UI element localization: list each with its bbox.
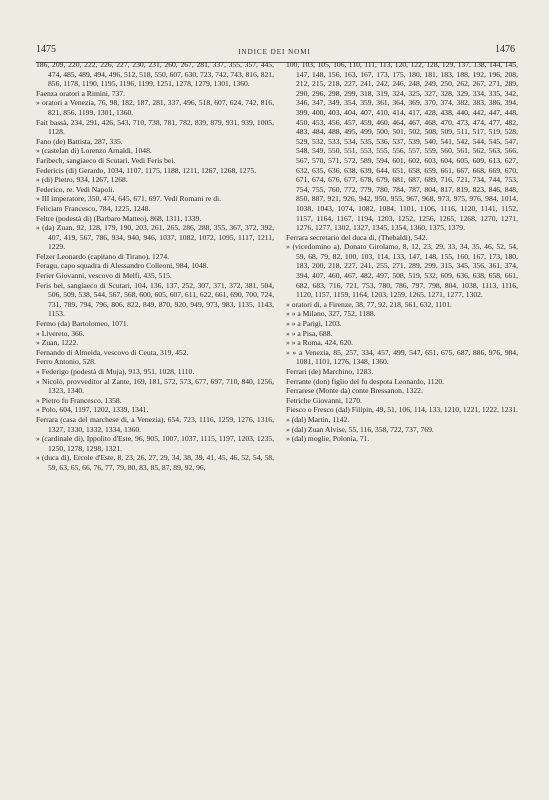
index-entry: Ferro Antonio, 528. (36, 357, 96, 367)
index-entry: Ferrari (de) Marchino, 1283. (286, 367, 374, 376)
index-entry: Ferrante (don) figlio del fu despota Leonardo, 1120. (286, 376, 445, 386)
index-entry: » » a Parigi, 1203. (286, 319, 342, 329)
index-entry: Fano (de) Battista, 287, 335. (36, 136, 123, 146)
index-entry: » oratori a Venezia, 76, 98, 182, 187, 281, 337, 496, 518, 607, 624, 742, 816, 821, 856, 1199, 1301, 1360. (36, 98, 274, 117)
index-entry: Faenza oratori a Rimini, 737. (36, 88, 125, 98)
index-entry: Feragu, capo squadra di Alessandro Colleoni, 984, 1048. (36, 261, 209, 271)
index-entry: » Polo, 604, 1197, 1202, 1339, 1341. (36, 405, 149, 415)
index-entry: Fermo (da) Bartolomeo, 1071. (36, 319, 129, 329)
index-entry: » (da) Zuan, 92, 128, 179, 190, 203, 261, 265, 286, 288, 355, 367, 372, 392, 407, 419, 567, 786, 934, 940, 946, 1037, 1082, 1072, 1095, 1117, 1211, 1229. (36, 223, 274, 252)
index-entry: Federicis (di) Gerardo, 1034, 1107, 1175, 1188, 1211, 1267, 1268, 1275. (36, 165, 257, 175)
page-number-left: 1475 (36, 44, 56, 55)
index-entry: » Zuan, 1222. (36, 338, 79, 348)
index-entry: » (dal) Martin, 1142. (286, 414, 350, 424)
index-entry: Fernando di Almeida, vescovo di Ceuta, 319, 452. (36, 347, 189, 357)
index-entry: Feltre (podestà di) (Barbaro Matteo), 868, 1311, 1339. (36, 213, 202, 223)
index-entry: » » a Venezia, 85, 257, 334, 457, 499, 547, 651, 675, 687, 886, 976, 984, 1081, 1101, 1276, 1348, 1360. (286, 347, 518, 367)
index-entry: Ferrara (casa del marchese di, a Venezia), 654, 723, 1116, 1259, 1276, 1316, 1327, 1330, 1332, 1334, 1360. (36, 414, 274, 434)
index-entry: Fiesco o Fresco (dal) Filipin, 49, 51, 106, 114, 133, 1210, 1221, 1222, 1231. (286, 405, 518, 415)
running-title: INDICE DEI NOMI (238, 48, 311, 56)
index-entry: Ferier Giovanni, vescovo di Melfi, 435, 515. (36, 271, 172, 281)
index-entry: » » a Roma, 424, 620. (286, 338, 354, 348)
index-entry: » (dal) Zuan Alvise, 55, 116, 358, 722, 737, 769. (286, 424, 434, 434)
index-entry: » » a Milano, 327, 752, 1188. (286, 309, 376, 319)
index-entry: » » a Pisa, 688. (286, 328, 333, 338)
index-entry: Ferrarese (Monte da) conte Bressanon, 1322. (286, 386, 423, 396)
index-entry: » Pietro fu Francesco, 1358. (36, 395, 122, 405)
index-entry: Federico, re. Vedi Napoli. (36, 184, 115, 194)
index-entry: » (castelan di) Lorenzo Arnaldi, 1048. (36, 146, 152, 156)
index-entry: Felzer Leonardo (capitano di Tirano), 1274. (36, 251, 170, 261)
index-entry: » Federigo (podestà di Muja), 913, 951, 1028, 1110. (36, 367, 195, 376)
index-entry: Feliciam Francesco, 784, 1225, 1248. (36, 203, 151, 213)
index-entry: » (di) Pietro, 934, 1267, 1268. (36, 175, 128, 185)
index-entry: 100, 103, 105, 106, 110, 111, 113, 120, 122, 128, 129, 137, 138, 144, 145, 147, 148, 156, 163, 167, 173, 175, 180, 181, 183, 188, 192, 196, 208, 212, 215, 218, 227, 241, 242, 246, 248, 249, 250, 262, 267, 271, 289, 290, 296, 298, 299, 318, 319, 324, 325, 327, 328, 329, 334, 335, 342, 346, 347, 349, 354, 359, 361, 364, 369, 370, 374, 382, 383, 386, 394, 399, 400, 403, 404, 407, 410, 414, 417, 428, 438, 440, 442, 447, 448, 450, 453, 456, 457, 459, 460, 464, 467, 468, 470, 473, 474, 477, 482, 483, 484, 488, 495, 499, 500, 501, 502, 508, 509, 511, 517, 519, 528, 529, 532, 533, 534, 535, 536, 537, 539, 540, 541, 542, 544, 545, 547, 548, 549, 550, 551, 553, 555, 556, 557, 559, 560, 561, 562, 563, 566, 567, 570, 571, 572, 589, 594, 601, 602, 603, 604, 605, 609, 613, 627, 632, 635, 636, 638, 639, 644, 651, 658, 659, 661, 667, 668, 669, 670, 671, 674, 676, 677, 678, 679, 681, 687, 689, 716, 721, 734, 744, 753, 754, 755, 760, 772, 779, 780, 784, 787, 804, 817, 819, 823, 846, 848, 850, 887, 921, 926, 942, 950, 955, 967, 968, 973, 975, 976, 984, 1014, 1038, 1043, 1074, 1082, 1084, 1101, 1106, 1116, 1120, 1141, 1152, 1157, 1164, 1167, 1194, 1203, 1252, 1256, 1265, 1268, 1270, 1271, 1276, 1277, 1302, 1327, 1345, 1354, 1360, 1375, 1379. (286, 60, 518, 233)
index-entry: Faribech, sangiaeco di Scutari. Vedi Feris bei. (36, 155, 176, 165)
left-column (36, 60, 274, 473)
index-entry: » (duca di), Ercole d'Este, 8, 23, 26, 27, 29, 34, 38, 39, 41, 45, 46, 52, 54, 58, 59, 63, 65, 66, 76, 77, 79, 80, 83, 85, 87, 89, 92, 96, (36, 453, 274, 472)
index-entry: » oratori di, a Firenze, 38, 77, 92, 218, 561, 632, 1101. (286, 299, 452, 309)
index-entry: » (dal) moglie, Polonia, 71. (286, 434, 370, 444)
right-column (286, 60, 518, 444)
index-entry: » (vicedomino a), Donato Girolamo, 8, 12, 23, 29, 33, 34, 35, 46, 52, 54, 59, 68, 79, 82, 100, 103, 114, 133, 147, 148, 155, 160, 167, 173, 180, 183, 200, 218, 227, 241, 255, 271, 289, 299, 315, 345, 356, 361, 374, 394, 407, 460, 467, 482, 497, 508, 519, 532, 609, 636, 638, 658, 661, 682, 683, 716, 721, 753, 780, 786, 797, 798, 804, 1038, 1113, 1116, 1120, 1157, 1159, 1164, 1203, 1259, 1265, 1271, 1277, 1302. (286, 242, 518, 300)
index-entry: » Livereto, 366. (36, 328, 85, 338)
index-entry: Ferrara secretario del duca di, (Thebaldi), 542. (286, 232, 428, 242)
index-entry: » Nicolò, provveditor al Zante, 169, 181, 572, 573, 677, 697, 710, 840, 1256, 1323, 1340. (36, 376, 274, 396)
index-entry: Fetriche Giovanni, 1270. (286, 395, 362, 405)
index-entry: Feris bei, sangiaeco di Scutari, 104, 136, 137, 252, 307, 371, 372, 381, 504, 506, 509, 538, 544, 567, 568, 600, 605, 607, 611, 622, 661, 690, 700, 724, 731, 789, 794, 796, 806, 822, 849, 870, 920, 949, 973, 983, 1135, 1143, 1153. (36, 280, 274, 319)
index-entry: Fait bassà, 234, 291, 426, 543, 710, 738, 781, 782, 839, 879, 931, 939, 1005, 1128. (36, 117, 274, 137)
index-entry: » (cardinale di), Ippolito d'Este, 96, 905, 1007, 1037, 1115, 1197, 1203, 1235, 1250, 1278, 1298, 1321. (36, 434, 274, 453)
page-number-right: 1476 (495, 44, 515, 55)
index-entry: » III imperatore, 350, 474, 645, 671, 697. Vedi Romani re di. (36, 194, 222, 204)
index-entry: 186, 209, 220, 222, 226, 227, 230, 231, 260, 267, 281, 337, 355, 357, 445, 474, 485, 489, 494, 496, 512, 518, 550, 607, 630, 723, 742, 743, 816, 821, 856, 1178, 1190, 1195, 1196, 1199, 1251, 1278, 1279, 1301, 1360. (36, 60, 274, 89)
